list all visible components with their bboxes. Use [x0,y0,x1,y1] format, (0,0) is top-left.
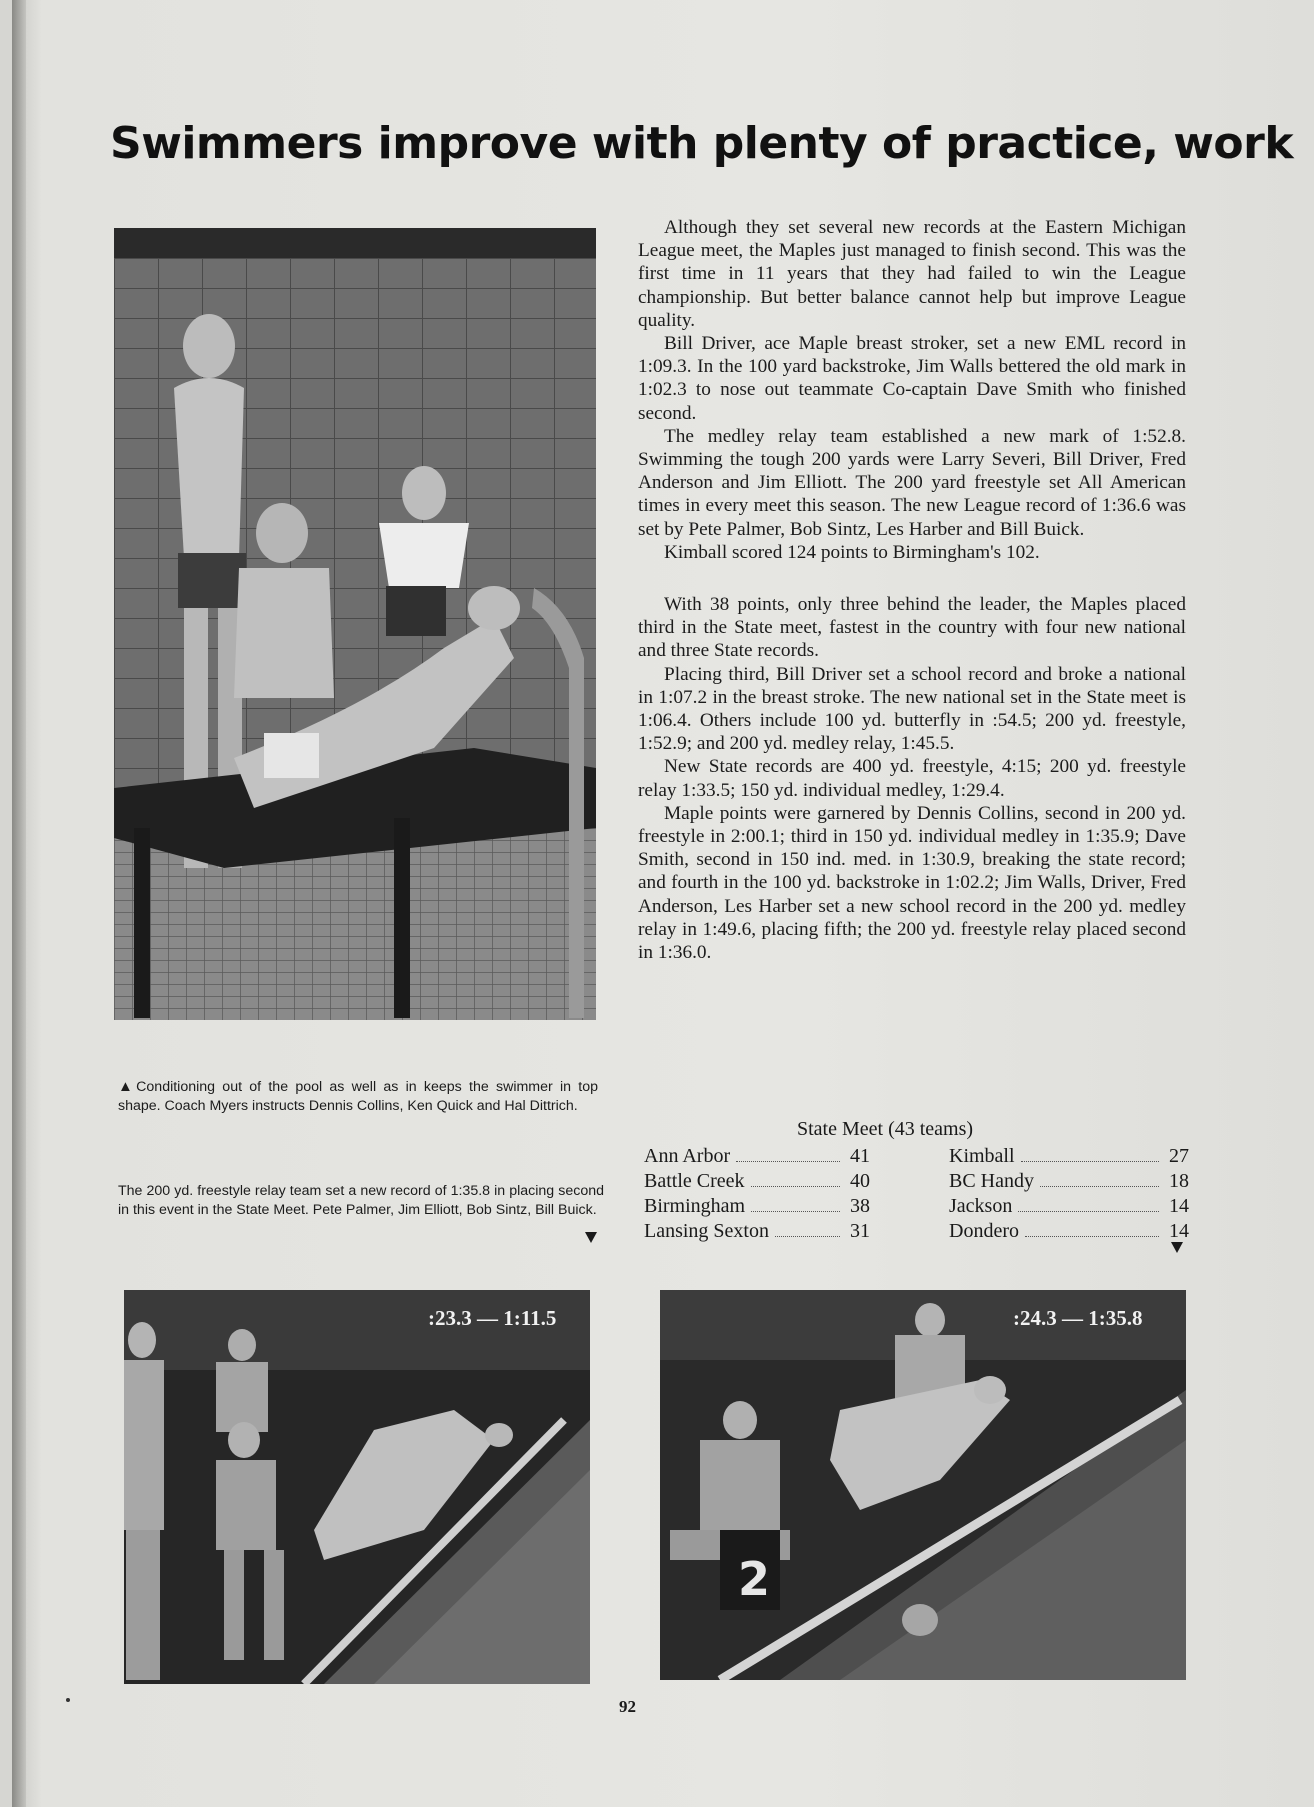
body-paragraph: New State records are 400 yd. freestyle, 4:15; 200 yd. freestyle relay 1:33.5; 150 yd. individual medley, 1:29.4. [638,756,1186,801]
relay-caption: The 200 yd. freestyle relay team set a new record of 1:35.8 in placing second in this event in the State Meet. Pete Palmer, Jim Elliott, Bob Sintz, Bill Buick. [118,1183,604,1218]
split-time-right: :24.3 — 1:35.8 [1013,1306,1143,1330]
relay-start-photo-left [124,1290,590,1684]
binding-shadow [12,0,26,1807]
body-paragraph: Bill Driver, ace Maple breast stroker, set a new EML record in 1:09.3. In the 100 yard backstroke, Jim Walls bettered the old mark in 1:02.3 to nose out teammate Co-captain Dave Smith who finished second. [638,333,1186,424]
standings-row: Kimball 27 [949,1145,1189,1167]
print-speck [66,1698,70,1702]
body-paragraph: Maple points were garnered by Dennis Collins, second in 200 yd. freestyle in 2:00.1; third in 150 yd. individual medley in 1:35.9; Dave Smith, second in 150 ind. med. in 1:30.9, breaking the state record; and fourth in the 100 yd. backstroke in 1:02.2; Jim Walls, Driver, Fred Anderson, Les Harber set a new school record in the 200 yd. medley relay in 1:49.6, placing fifth; the 200 yd. freestyle relay placed second in 1:36.0. [638,802,1186,964]
table-arrow-down-icon [1171,1240,1183,1258]
standings-row: BC Handy 18 [949,1170,1189,1192]
conditioning-photo [114,228,596,1020]
split-time-left: :23.3 — 1:11.5 [428,1306,557,1330]
body-paragraph: Placing third, Bill Driver set a school record and broke a national in 1:07.2 in the breast stroke. The new national set in the State meet is 1:06.4. Others include 100 yd. butterfly in :54.5; 200 yd. freestyle, 1:52.9; and 200 yd. medley relay, 1:45.5. [638,663,1186,755]
conditioning-caption: ▲Conditioning out of the pool as well as in keeps the swimmer in top shape. Coach Myers instructs Dennis Collins, Ken Quick and Hal Dittrich. [118,1078,598,1114]
state-meet-title: State Meet (43 teams) [797,1118,974,1140]
body-paragraph: Kimball scored 124 points to Birmingham's 102. [664,541,1040,563]
body-paragraph: With 38 points, only three behind the leader, the Maples placed third in the State meet, fastest in the country with four new national and three State records. [638,594,1186,662]
relay-start-photo-right [660,1290,1186,1680]
standings-right [949,1144,1189,1244]
standings-row: Birmingham 38 [644,1195,870,1217]
svg-text:2: 2 [738,1552,771,1606]
article-body [638,216,1186,964]
body-paragraph: Although they set several new records at the Eastern Michigan League meet, the Maples just managed to finish second. This was the first time in 11 years that they had failed to win the League championship. But better balance cannot help but improve League quality. [638,217,1186,331]
standings-row: Lansing Sexton 31 [644,1220,870,1242]
caption-arrow-up-icon: ▲ [118,1078,137,1095]
page-headline: Swimmers improve with plenty of practice, work [110,118,1294,169]
standings-row: Battle Creek 40 [644,1170,870,1192]
standings-row: Jackson 14 [949,1195,1189,1217]
caption-arrow-down-icon [585,1230,597,1248]
standings-row: Dondero 14 [949,1220,1189,1242]
standings-row: Ann Arbor 41 [644,1145,870,1167]
standings-left [644,1144,870,1244]
body-paragraph: The medley relay team established a new mark of 1:52.8. Swimming the tough 200 yards were Larry Severi, Bill Driver, Fred Anderson and Jim Elliott. The 200 yard freestyle set All American times in every meet this season. The new League record of 1:36.6 was set by Pete Palmer, Bob Sintz, Les Harber and Bill Buick. [638,425,1186,540]
page-number: 92 [619,1697,636,1716]
